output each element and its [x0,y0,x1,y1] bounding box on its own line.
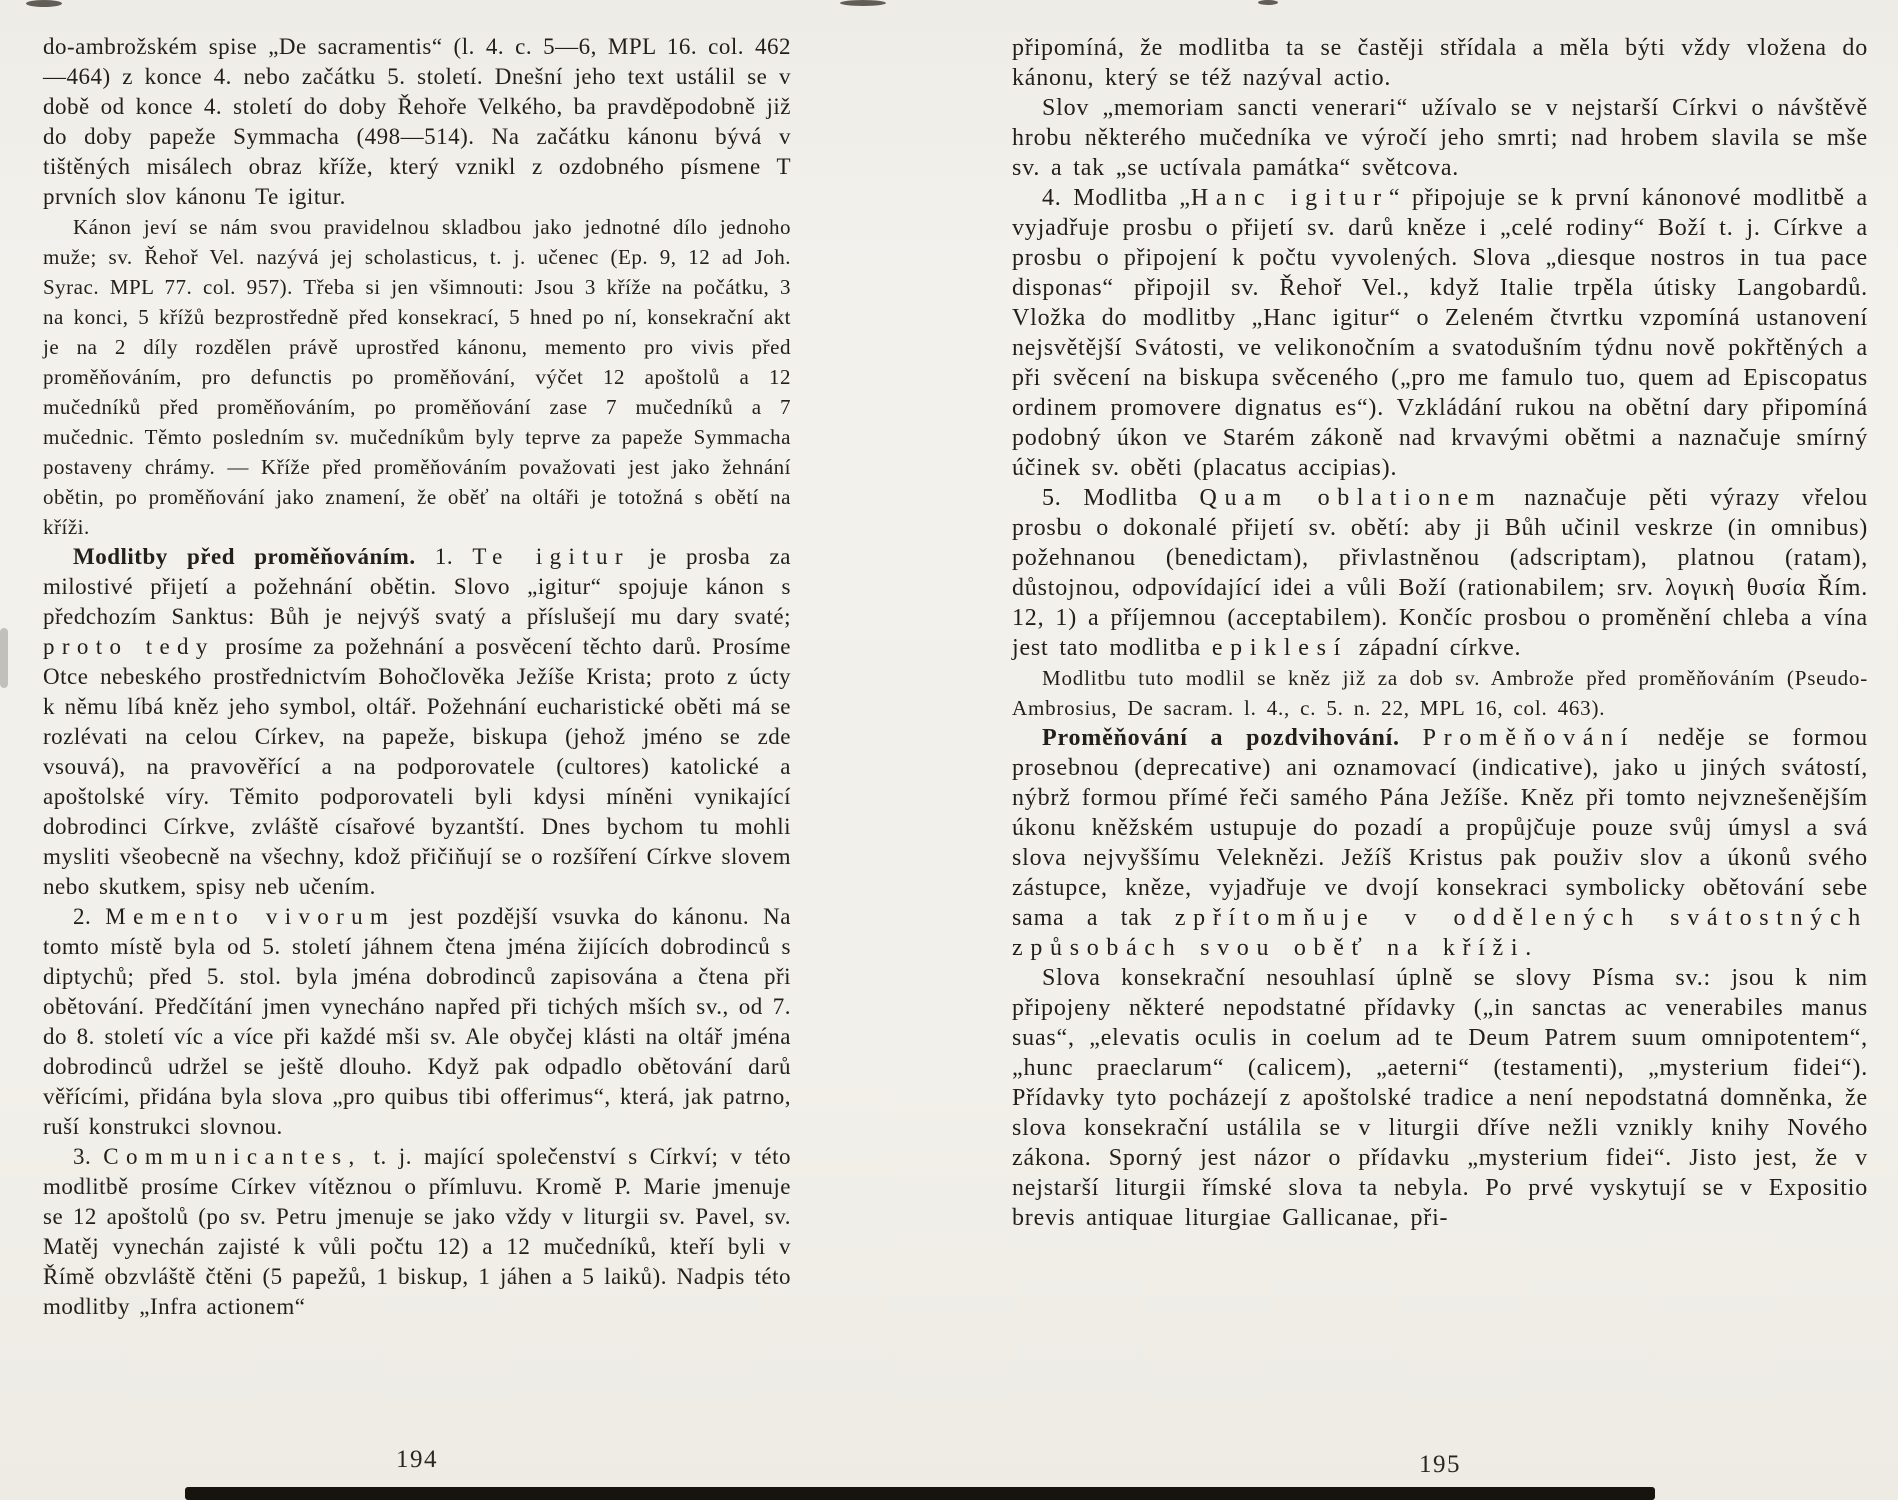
text-run: Slova konsekrační nesouhlasí úplně se slovy Písma sv.: jsou k nim připojeny některé nepodstatné přídavky („in sanctas ac venerabiles manus suas“, „elevatis oculis in coelum ad te Deum Patrem suum omnipotentem“, „hunc praeclarum“ (calicem), „aeterni“ (testamenti), „mysterium fidei“). Přídavky tyto pocházejí z apoštolské tradice a není nepodstatná domněnka, že slova konsekrační ustálila se v liturgii dříve nežli vznikly knihy Nového zákona. Sporný jest názor o přídavku „mysterium fidei“. Jisto jest, že v nejstarší liturgii římské slova ta nebyla. Po prvé vyskytují se v Expositio brevis antiquae liturgiae Gallicanae, při- [1012,965,1868,1231]
paragraph [43,32,791,212]
page-194-text-column [43,32,791,1322]
letterspaced-term: Te igitur [472,544,630,569]
text-run: 2. [73,904,106,929]
text-run: 1. [415,544,473,569]
letterspaced-term: Hanc igitur [1190,185,1389,211]
text-run: “ připojuje se k první kánonové modlitbě a vyjadřuje prosbu o přijetí sv. darů kněze i „celé rodiny“ Boží t. j. Církve a prosbu o připojení k počtu vyvolených. Slova „diesque nostros in tua pace disponas“ připojil sv. Řehoř Vel., když Italie trpěla útisky Langobardů. Vložka do modlitby „Hanc igitur“ o Zeleném čtvrtku vzpomíná ustanovení nejsvětější Svátosti, ve velikonočním a svatodušním týdnu nově pokřtěných a při svěcení na biskupa svěceného („pro me famulo tuo, quem ad Episcopatus ordinem promovere dignatus es“). Vzkládání rukou na obětní dary připomíná podobný úkon ve Starém zákoně nad krvavými obětmi a naznačuje smírný účinek sv. oběti (placatus accipias). [1012,185,1868,481]
run-in-heading: Proměňování a pozdvihování. [1042,725,1400,751]
paragraph [43,1142,791,1322]
text-run: 4. Modlitba „ [1042,185,1191,211]
scan-speck [1258,0,1278,5]
paragraph [1012,183,1868,483]
letterspaced-term: Quam oblationem [1199,485,1503,511]
paragraph [1012,93,1868,183]
paragraph [1012,663,1868,723]
page-number-left: 194 [396,1446,438,1473]
text-run: jest pozdější vsuvka do kánonu. Na tomto místě byla od 5. století jáhnem čtena jména žijících dobrodinců s diptychů; před 5. stol. byla jména dobrodinců zapisována a čtena při obětování. Předčítání jmen vynecháno napřed při tichých mších sv., od 7. do 8. století víc a více při každé mši sv. Ale obyčej klásti na oltář jména dobrodinců udržel se ještě dlouho. Když pak odpadlo obětování darů věřícími, přidána byla slova „pro quibus tibi offerimus“, která, jak patrno, ruší konstrukci slovnou. [43,904,791,1139]
paragraph [43,542,791,902]
letterspaced-term: epiklesí [1211,635,1348,661]
scan-artifact-bottom-bar [185,1487,1655,1500]
text-run: připomíná, že modlitba ta se častěji střídala a měla býti vždy vložena do kánonu, který se též nazýval actio. [1012,35,1868,91]
letterspaced-term: Memento vivorum [105,904,396,929]
paragraph [43,212,791,542]
text-run: západní církve. [1347,635,1522,661]
text-run: naznačuje pěti výrazy vřelou prosbu o dokonalé přijetí sv. obětí: aby ji Bůh učinil veskrze (in omnibus) požehnanou (benedictam), přivlastněnou (adscriptam), platnou (ratam), důstojnou, odpovídající idei a vůli Boží (rationabilem; srv. λογικὴ θυσία Řím. 12, 1) a příjemnou (acceptabilem). Končíc prosbou o proměnění chleba a vína jest tato modlitba [1012,485,1868,661]
paragraph [1012,723,1868,963]
paragraph [1012,963,1868,1233]
text-run: Slov „memoriam sancti venerari“ užívalo se v nejstarší Církvi o návštěvě hrobu některého mučedníka ve výročí jeho smrti; nad hrobem slavila se mše sv. a tak „se uctívala památka“ světcova. [1012,95,1868,181]
text-run: do-ambrožském spise „De sacramentis“ (l. 4. c. 5—6, MPL 16. col. 462—464) z konce 4. nebo začátku 5. století. Dnešní jeho text ustálil se v době od konce 4. století do doby Řehoře Velkého, ba pravděpodobně již do doby papeže Symmacha (498—514). Na začátku kánonu bývá v tištěných misálech obraz kříže, který vznikl z ozdobného písmene T prvních slov kánonu Te igitur. [43,34,791,209]
letterspaced-term: Proměňování [1422,725,1636,751]
text-run [1400,725,1423,751]
page-195-text-column [1012,33,1868,1233]
scan-smudge [0,628,8,688]
text-run: neděje se formou prosebnou (deprecative) ani oznamovací (indicative), jako u jiných svátostí, nýbrž formou přímé řeči samého Pána Ježíše. Kněz při tomto nejvznešenějším úkonu kněžském ustupuje do pozadí a propůjčuje pouze svůj úmysl a svá slova nejvyššímu Veleknězi. Ježíš Kristus pak použiv slov a úkonů svého zástupce, kněze, vyjadřuje ve dvojí konsekraci symbolicky obětování sebe sama a tak [1012,725,1868,931]
page-number-right: 195 [1419,1451,1461,1478]
letterspaced-term: proto tedy [43,634,215,659]
paragraph [43,902,791,1142]
letterspaced-term: Communicantes, [103,1144,362,1169]
text-run: Kánon jeví se nám svou pravidelnou skladbou jako jednotné dílo jednoho muže; sv. Řehoř Vel. nazývá jej scholasticus, t. j. učenec (Ep. 9, 12 ad Joh. Syrac. MPL 77. col. 957). Třeba si jen všimnouti: Jsou 3 kříže na počátku, 3 na konci, 5 křížů bezprostředně před konsekrací, 5 hned po ní, konsekrační akt je na 2 díly rozdělen právě uprostřed kánonu, memento pro vivis před proměňováním, pro defunctis po proměňování, výčet 12 apoštolů a 12 mučedníků před proměňováním, po proměňování zase 7 mučedníků a 7 mučednic. Těmto posledním sv. mučedníkům byly teprve za papeže Symmacha postaveny chrámy. — Kříže před proměňováním považovati jest jako žehnání obětin, po proměňování jako znamení, že oběť na oltáři je totožná s obětí na kříži. [43,215,791,539]
paragraph [1012,483,1868,663]
run-in-heading: Modlitby před proměňováním. [73,544,416,569]
text-run: Modlitbu tuto modlil se kněz již za dob sv. Ambrože před proměňováním (Pseudo-Ambrosius, De sacram. l. 4., c. 5. n. 22, MPL 16, col. 463). [1012,666,1868,720]
text-run: je prosba za milostivé přijetí a požehnání obětin. Slovo „igitur“ spojuje kánon s předchozím Sanktus: Bůh je nejvýš svatý a příslušejí mu dary svaté; [43,544,791,629]
text-run: 5. Modlitba [1042,485,1200,511]
text-run: t. j. mající společenství s Církví; v této modlitbě prosíme Církev vítěznou o přímluvu. Kromě P. Marie jmenuje se 12 apoštolů (po sv. Petru jmenuje se jako vždy v liturgii sv. Pavel, sv. Matěj vynechán zajisté k vůli počtu 12) a 12 mučedníků, kteří byli v Římě obzvláště čtěni (5 papežů, 1 biskup, 1 jáhen a 5 laiků). Nadpis této modlitby „Infra actionem“ [43,1144,791,1319]
text-run: prosíme za požehnání a posvěcení těchto darů. Prosíme Otce nebeského prostřednictvím Bohočlověka Ježíše Krista; proto z úcty k němu líbá kněz jeho symbol, oltář. Požehnání eucharistické oběti má se rozlévati na celou Církev, na papeže, biskupa (jehož jméno se zde vsouvá), na pravověřící a na podporovatele (cultores) katolické a apoštolské víry. Těmito podporovateli byli kdysi míněni vynikající dobrodinci Církve, zvláště císařové byzantští. Dnes bychom tu mohli mysliti všeobecně na všechny, kdož přičiňují se o rozšíření Církve slovem nebo skutkem, spisy neb učením. [43,634,791,899]
text-run: 3. [73,1144,104,1169]
letterspaced-term: zpřítomňuje v oddělených svátostných způsobách svou oběť na kříži. [1012,905,1868,961]
paragraph [1012,33,1868,93]
scan-speck [840,0,886,6]
scan-speck [26,0,62,7]
